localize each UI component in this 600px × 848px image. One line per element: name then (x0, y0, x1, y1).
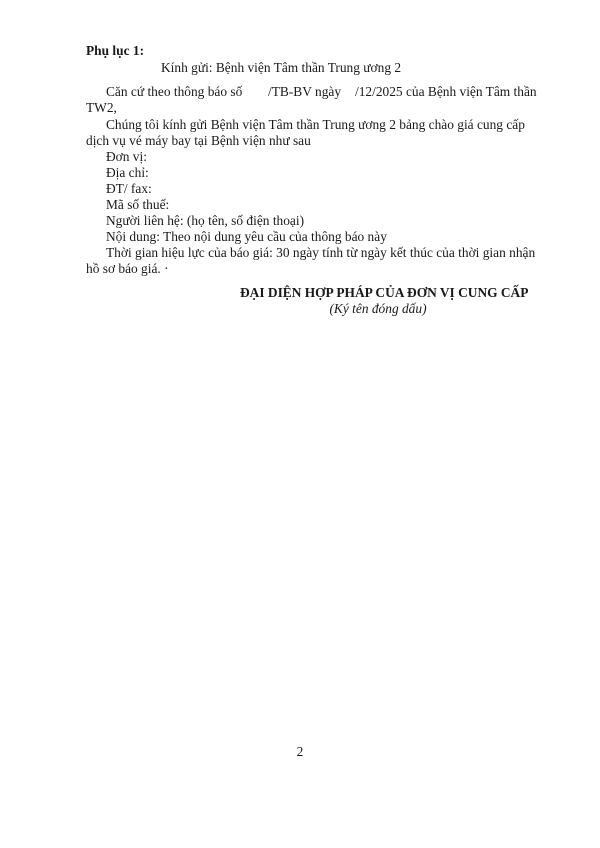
appendix-label: Phụ lục 1: (86, 43, 145, 58)
signature-note: (Ký tên đóng dấu) (329, 301, 427, 316)
field-tax-code: Mã số thuế: (106, 197, 170, 212)
recipient-line: Kính gửi: Bệnh viện Tâm thần Trung ương 2 (161, 60, 402, 75)
field-unit: Đơn vị: (106, 149, 147, 164)
field-content: Nội dung: Theo nội dung yêu cầu của thông báo này (106, 229, 387, 244)
signature-title: ĐẠI DIỆN HỢP PHÁP CỦA ĐƠN VỊ CUNG CẤP (240, 285, 529, 300)
intro-line-1: Chúng tôi kính gửi Bệnh viện Tâm thần Trung ương 2 bảng chào giá cung cấp (106, 117, 525, 132)
basis-part-4: TW2, (86, 100, 117, 115)
validity-line-1: Thời gian hiệu lực của báo giá: 30 ngày tính từ ngày kết thúc của thời gian nhận (106, 245, 536, 260)
intro-line-2: dịch vụ vé máy bay tại Bệnh viện như sau (86, 133, 311, 148)
basis-part-2: /TB-BV ngày (268, 84, 342, 99)
field-address: Địa chỉ: (106, 165, 149, 180)
page-number: 2 (296, 744, 304, 759)
validity-line-2: hồ sơ báo giá. · (86, 261, 169, 276)
basis-part-3: /12/2025 của Bệnh viện Tâm thần (355, 84, 537, 99)
field-phone-fax: ĐT/ fax: (106, 181, 152, 196)
basis-part-1: Căn cứ theo thông báo số (106, 84, 243, 99)
field-contact: Người liên hệ: (họ tên, số điện thoại) (106, 213, 305, 228)
